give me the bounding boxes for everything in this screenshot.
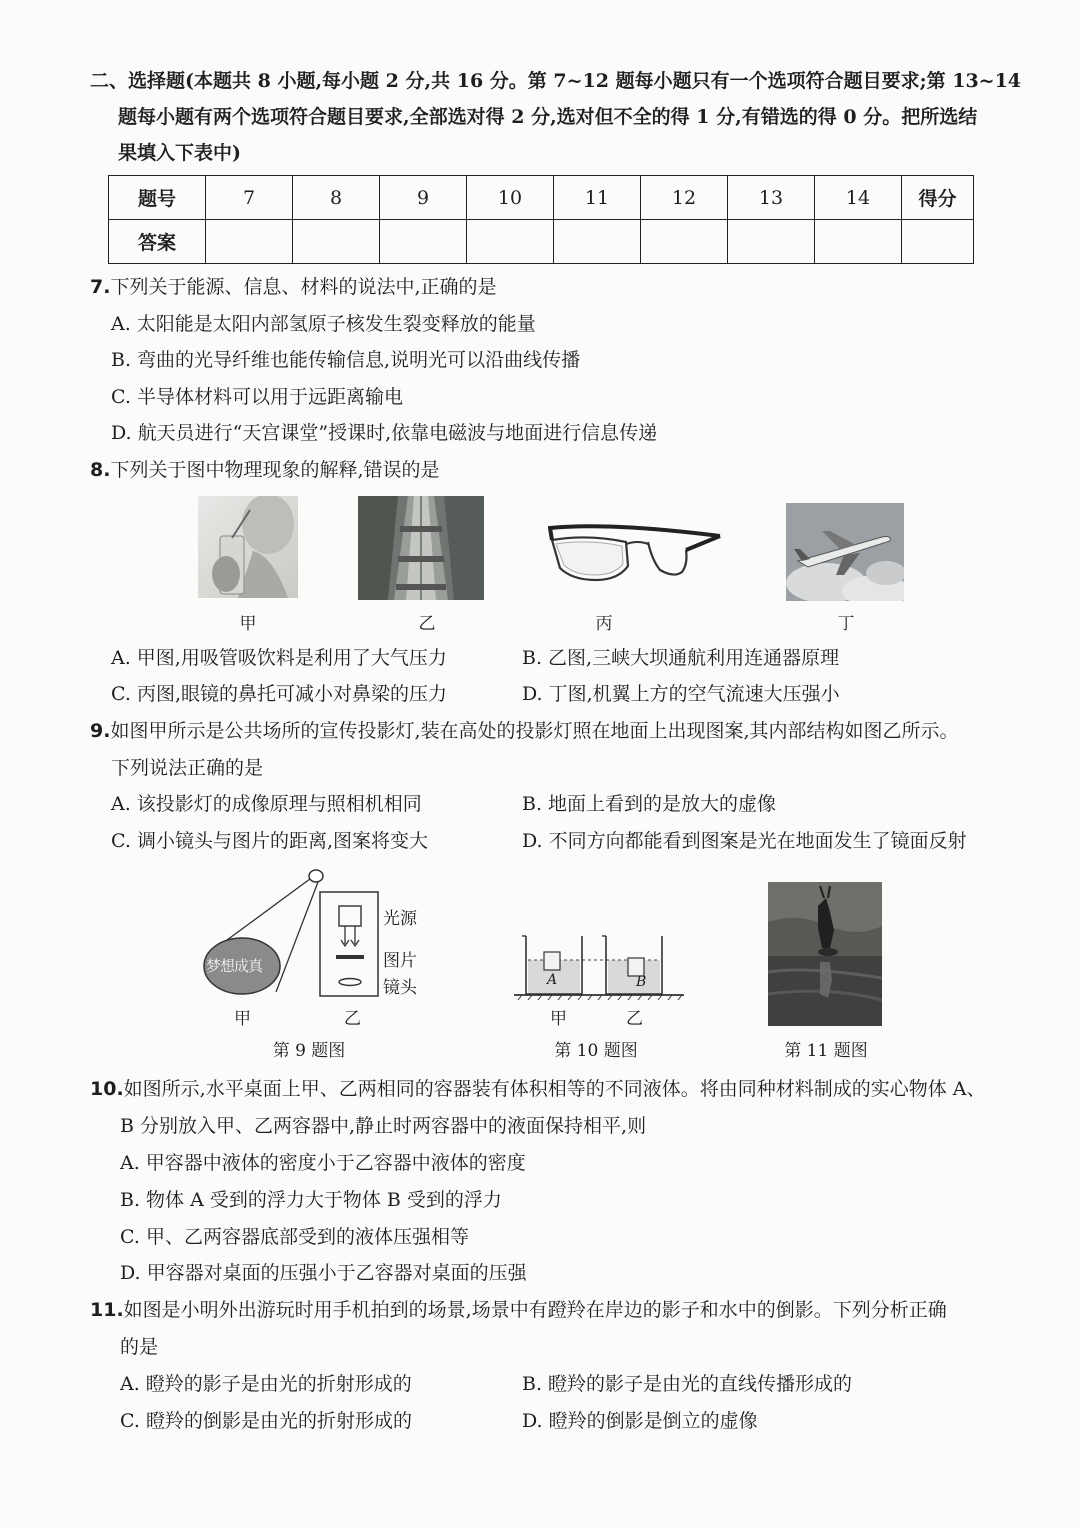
question-11-stem-cont: 的是 — [120, 1336, 159, 1358]
photo-gazelle-reflection — [768, 882, 882, 1026]
answer-table — [108, 175, 974, 264]
q9-option-b: B. 地面上看到的是放大的虚像 — [522, 793, 777, 815]
q10-option-d: D. 甲容器对桌面的压强小于乙容器对桌面的压强 — [120, 1262, 527, 1284]
figure-10 — [512, 928, 692, 1028]
q8-option-c: C. 丙图,眼镜的鼻托可减小对鼻梁的压力 — [111, 683, 447, 705]
question-number: 7. — [90, 276, 111, 298]
label-object-b: B — [636, 974, 647, 990]
q10-option-b: B. 物体 A 受到的浮力大于物体 B 受到的浮力 — [120, 1189, 502, 1211]
answer-cell-11[interactable] — [554, 220, 641, 264]
question-number: 10. — [90, 1078, 124, 1100]
figure-label-ding: 丁 — [837, 614, 855, 634]
label-light-source: 光源 — [383, 909, 417, 929]
table-cell: 得分 — [902, 176, 974, 220]
table-cell: 14 — [815, 176, 902, 220]
table-cell: 7 — [206, 176, 293, 220]
question-7-stem — [90, 274, 497, 300]
q8-option-d: D. 丁图,机翼上方的空气流速大压强小 — [522, 683, 840, 705]
answer-cell-9[interactable] — [380, 220, 467, 264]
containers-diagram — [512, 928, 692, 1028]
figure-10-caption: 第 10 题图 — [554, 1041, 638, 1061]
glasses-illustration — [548, 520, 722, 582]
question-number: 9. — [90, 720, 111, 742]
q8-option-a: A. 甲图,用吸管吸饮料是利用了大气压力 — [111, 647, 447, 669]
question-10-stem-cont: B 分别放入甲、乙两容器中,静止时两容器中的液面保持相平,则 — [120, 1115, 647, 1137]
section-heading-line3: 果填入下表中) — [118, 142, 241, 164]
figure-10-label-jia: 甲 — [550, 1009, 567, 1029]
answer-table-answer-row — [109, 220, 974, 264]
q10-option-a: A. 甲容器中液体的密度小于乙容器中液体的密度 — [120, 1152, 526, 1174]
q9-option-a: A. 该投影灯的成像原理与照相机相同 — [111, 793, 422, 815]
table-cell: 9 — [380, 176, 467, 220]
q11-option-d: D. 瞪羚的倒影是倒立的虚像 — [522, 1410, 758, 1432]
table-cell: 8 — [293, 176, 380, 220]
answer-cell-7[interactable] — [206, 220, 293, 264]
section-heading-line2: 题每小题有两个选项符合题目要求,全部选对得 2 分,选对但不全的得 1 分,有错选的得 0 分。把所选结 — [118, 106, 978, 128]
section-heading-line1: 二、选择题(本题共 8 小题,每小题 2 分,共 16 分。第 7~12 题每小题只有一个选项符合题目要求;第 13~14 — [90, 70, 1022, 92]
figure-11-caption: 第 11 题图 — [784, 1041, 868, 1061]
question-text: 如图所示,水平桌面上甲、乙两相同的容器装有体积相等的不同液体。将由同种材料制成的实心物体 A、 — [123, 1078, 986, 1100]
answer-cell-14[interactable] — [815, 220, 902, 264]
question-8-stem — [90, 457, 440, 483]
figure-9-caption: 第 9 题图 — [272, 1041, 346, 1061]
answer-cell-8[interactable] — [293, 220, 380, 264]
answer-cell-12[interactable] — [641, 220, 728, 264]
figure-9-label-yi: 乙 — [344, 1009, 361, 1029]
photo-airplane — [786, 503, 904, 601]
photo-dam-locks — [358, 496, 484, 600]
q8-option-b: B. 乙图,三峡大坝通航利用连通器原理 — [522, 647, 840, 669]
question-text: 如图是小明外出游玩时用手机拍到的场景,场景中有蹬羚在岸边的影子和水中的倒影。下列分析正确 — [123, 1299, 947, 1321]
question-number: 11. — [90, 1299, 124, 1321]
answer-table-header-row — [109, 176, 974, 220]
label-lens: 镜头 — [383, 978, 417, 998]
table-cell: 12 — [641, 176, 728, 220]
gazelle-image — [768, 882, 882, 1026]
q11-option-c: C. 瞪羚的倒影是由光的折射形成的 — [120, 1410, 412, 1432]
q7-option-a: A. 太阳能是太阳内部氢原子核发生裂变释放的能量 — [111, 313, 536, 335]
figure-10-label-yi: 乙 — [626, 1009, 643, 1029]
airplane-image — [786, 503, 904, 601]
table-cell: 答案 — [109, 220, 206, 264]
question-10-stem — [90, 1076, 985, 1102]
question-9-stem — [90, 718, 959, 744]
table-cell: 11 — [554, 176, 641, 220]
q11-option-a: A. 瞪羚的影子是由光的折射形成的 — [120, 1373, 412, 1395]
figure-9 — [196, 868, 436, 1028]
dam-image — [358, 496, 484, 600]
q9-option-d: D. 不同方向都能看到图案是光在地面发生了镜面反射 — [522, 830, 967, 852]
figure-label-bing: 丙 — [595, 614, 613, 634]
q11-option-b: B. 瞪羚的影子是由光的直线传播形成的 — [522, 1373, 853, 1395]
q7-option-b: B. 弯曲的光导纤维也能传输信息,说明光可以沿曲线传播 — [111, 349, 581, 371]
question-text: 下列关于能源、信息、材料的说法中,正确的是 — [110, 276, 497, 298]
q7-option-d: D. 航天员进行“天宫课堂”授课时,依靠电磁波与地面进行信息传递 — [111, 422, 658, 444]
q7-option-c: C. 半导体材料可以用于远距离输电 — [111, 386, 403, 408]
answer-cell-10[interactable] — [467, 220, 554, 264]
table-cell: 题号 — [109, 176, 206, 220]
figure-label-yi: 乙 — [418, 614, 436, 634]
question-text: 如图甲所示是公共场所的宣传投影灯,装在高处的投影灯照在地面上出现图案,其内部结构如图乙所示。 — [110, 720, 959, 742]
table-cell: 13 — [728, 176, 815, 220]
figure-9-label-jia: 甲 — [234, 1009, 251, 1029]
label-object-a: A — [547, 972, 558, 988]
question-text: 下列关于图中物理现象的解释,错误的是 — [110, 459, 440, 481]
answer-cell-13[interactable] — [728, 220, 815, 264]
glasses-icon — [548, 520, 722, 582]
straw-image — [198, 496, 298, 598]
label-picture: 图片 — [383, 951, 417, 971]
photo-drinking-straw — [198, 496, 298, 598]
table-cell: 10 — [467, 176, 554, 220]
figure-label-jia: 甲 — [239, 614, 257, 634]
question-number: 8. — [90, 459, 111, 481]
q9-option-c: C. 调小镜头与图片的距离,图案将变大 — [111, 830, 428, 852]
score-cell[interactable] — [902, 220, 974, 264]
q10-option-c: C. 甲、乙两容器底部受到的液体压强相等 — [120, 1226, 469, 1248]
question-9-stem-cont: 下列说法正确的是 — [111, 757, 264, 779]
projected-pattern-text: 梦想成真 — [206, 957, 263, 975]
question-11-stem — [90, 1297, 947, 1323]
